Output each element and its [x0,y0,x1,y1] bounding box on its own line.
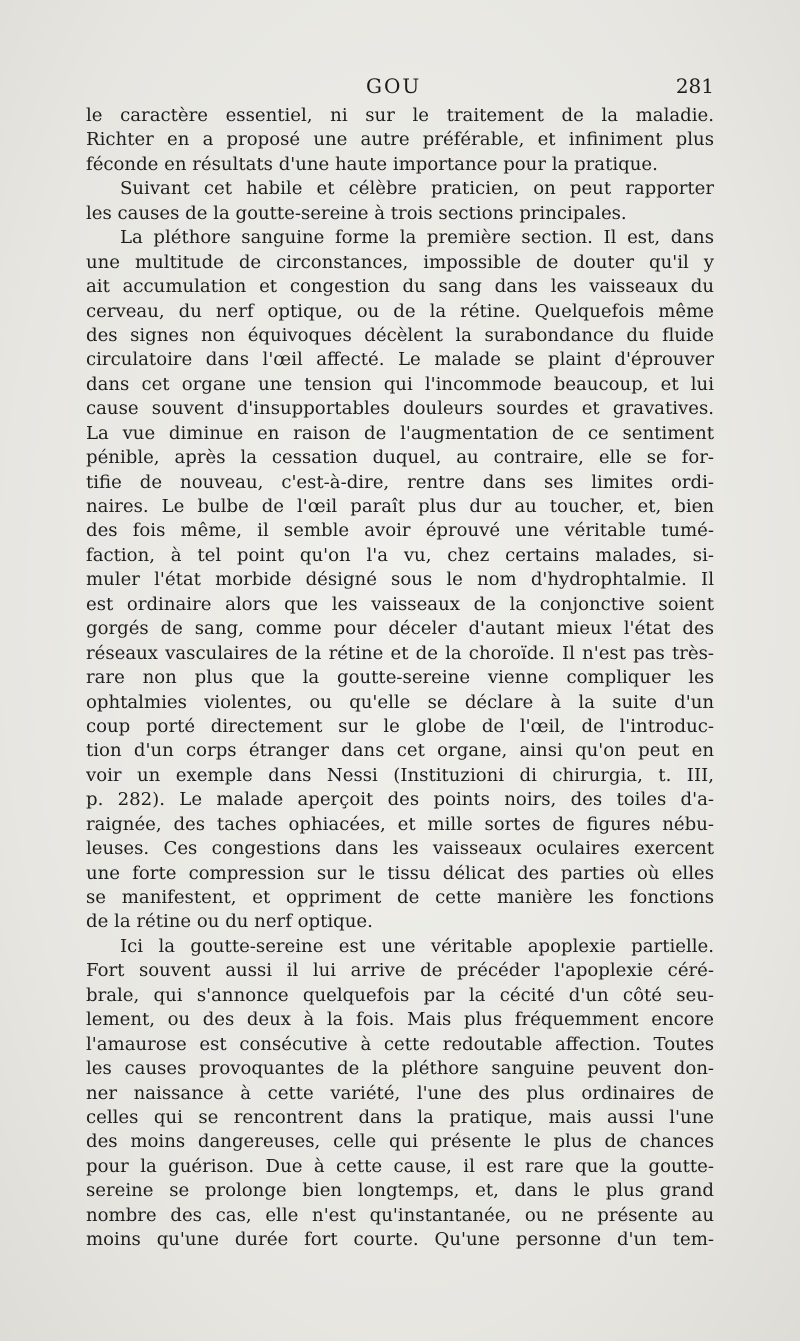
text-line: rare non plus que la goutte-sereine vienne compliquer les [86,667,714,689]
paragraph-first-line: La pléthore sanguine forme la première section. Il est, dans [120,227,714,249]
text-line: de la rétine ou du nerf optique. [86,911,373,933]
text-line: tion d'un corps étranger dans cet organe, ainsi qu'on peut en [86,740,714,762]
paragraph-first-line: Ici la goutte-sereine est une véritable apoplexie partielle. [120,935,714,957]
text-line: voir un exemple dans Nessi (Instituzioni di chirurgia, t. III, [86,764,714,786]
text-line: une forte compression sur le tissu délicat des parties où elles [86,862,714,884]
text-line: brale, qui s'annonce quelquefois par la cécité d'un côté seu- [86,984,714,1006]
text-line: ait accumulation et congestion du sang dans les vaisseaux du [86,276,714,298]
text-line: féconde en résultats d'une haute importance pour la pratique. [86,153,658,175]
text-line: cause souvent d'insupportables douleurs sourdes et gravatives. [86,398,714,420]
text-line: des signes non équivoques décèlent la surabondance du fluide [86,324,714,346]
text-line: lement, ou des deux à la fois. Mais plus fréquemment encore [86,1009,714,1031]
page-number: 281 [675,74,714,98]
text-line: Richter en a proposé une autre préférable, et infiniment plus [86,129,714,151]
text-line: sereine se prolonge bien longtemps, et, dans le plus grand [86,1180,714,1202]
text-line: nombre des cas, elle n'est qu'instantanée, ou ne présente au [86,1204,714,1226]
text-line: les causes de la goutte-sereine à trois sections principales. [86,202,627,224]
text-line: naires. Le bulbe de l'œil paraît plus dur au toucher, et, bien [86,496,714,517]
text-line: p. 282). Le malade aperçoit des points noirs, des toiles d'a- [86,789,714,811]
text-line: réseaux vasculaires de la rétine et de la choroïde. Il n'est pas très- [86,642,714,664]
paragraph-first-line: Suivant cet habile et célèbre praticien, on peut rapporter [120,178,714,200]
text-line: tifie de nouveau, c'est-à-dire, rentre dans ses limites ordi- [86,471,714,493]
text-line: coup porté directement sur le globe de l'œil, de l'introduc- [86,715,714,737]
text-line: muler l'état morbide désigné sous le nom d'hydrophtalmie. Il [86,569,714,591]
text-line: se manifestent, et oppriment de cette manière les fonctions [86,887,714,908]
text-line: des fois même, il semble avoir éprouvé une véritable tumé- [86,520,714,542]
text-line: une multitude de circonstances, impossible de douter qu'il y [86,251,714,273]
text-line: est ordinaire alors que les vaisseaux de la conjonctive soient [86,593,714,615]
running-head: GOU [366,74,422,98]
text-line: cerveau, du nerf optique, ou de la rétine. Quelquefois même [86,300,714,322]
text-line: faction, à tel point qu'on l'a vu, chez certains malades, si- [86,544,714,566]
text-line: pour la guérison. Due à cette cause, il est rare que la goutte- [86,1155,714,1177]
text-line: Fort souvent aussi il lui arrive de précéder l'apoplexie céré- [86,960,714,982]
text-line: circulatoire dans l'œil affecté. Le malade se plaint d'éprouver [86,349,714,371]
text-line: leuses. Ces congestions dans les vaisseaux oculaires exercent [86,838,714,860]
body-text [86,104,714,1253]
text-line: La vue diminue en raison de l'augmentation de ce sentiment [86,422,714,444]
text-line: ner naissance à cette variété, l'une des plus ordinaires de [86,1082,714,1104]
text-line: le caractère essentiel, ni sur le traitement de la maladie. [86,105,714,126]
text-line: les causes provoquantes de la pléthore sanguine peuvent don- [86,1058,714,1080]
text-line: raignée, des taches ophiacées, et mille sortes de figures nébu- [86,813,714,835]
text-line: celles qui se rencontrent dans la pratique, mais aussi l'une [86,1106,714,1128]
text-line: dans cet organe une tension qui l'incommode beaucoup, et lui [86,373,714,395]
text-line: ophtalmies violentes, ou qu'elle se déclare à la suite d'un [86,691,714,713]
text-line: des moins dangereuses, celle qui présente le plus de chances [86,1131,714,1153]
text-line: pénible, après la cessation duquel, au contraire, elle se for- [86,447,714,469]
text-line: gorgés de sang, comme pour déceler d'autant mieux l'état des [86,618,714,640]
page-header [86,74,714,102]
text-line: l'amaurose est consécutive à cette redoutable affection. Toutes [86,1033,714,1055]
text-line: moins qu'une durée fort courte. Qu'une personne d'un tem- [86,1229,714,1251]
